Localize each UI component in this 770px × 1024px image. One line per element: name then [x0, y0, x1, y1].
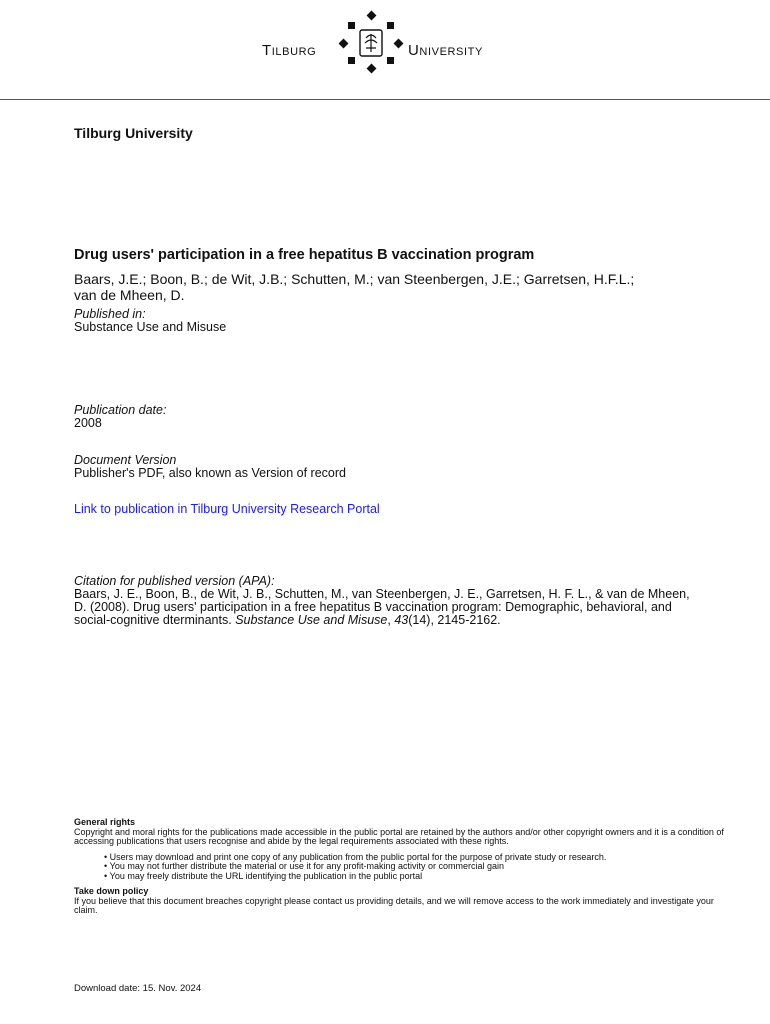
list-item: • You may freely distribute the URL identifying the publication in the public portal — [104, 872, 724, 882]
citation-line — [74, 614, 724, 627]
published-in-value: Substance Use and Misuse — [74, 320, 227, 334]
publication-date — [74, 404, 724, 430]
publication-date-label: Publication date: — [74, 403, 167, 417]
header-divider — [0, 99, 770, 100]
published-in — [74, 308, 724, 334]
take-down-text: If you believe that this document breaches copyright please contact us providing details, and we will remove access to the work immediately and investigate your claim. — [74, 895, 714, 915]
document-version-label: Document Version — [74, 453, 177, 467]
document-header — [0, 0, 770, 100]
citation-volume: 43 — [394, 613, 409, 627]
list-item: • You may not further distribute the material or use it for any profit-making activity or commercial gain — [104, 862, 724, 872]
logo-text-university: University — [408, 42, 483, 59]
logo-text-tilburg: Tilburg — [262, 42, 317, 59]
general-rights-heading: General rights — [74, 817, 136, 827]
rights-section — [74, 818, 724, 916]
citation-text: social-cognitive dterminants. — [74, 613, 236, 627]
research-portal-link[interactable]: Link to publication in Tilburg University Research Portal — [74, 502, 380, 516]
publication-title: Drug users' participation in a free hepatitus B vaccination program — [74, 247, 535, 263]
citation-line: Baars, J. E., Boon, B., de Wit, J. B., Schutten, M., van Steenbergen, J. E., Garretsen, H. F. L., & van de Mheen, — [74, 587, 690, 601]
authors-line: van de Mheen, D. — [74, 287, 185, 303]
published-in-label: Published in: — [74, 307, 146, 321]
publication-date-value: 2008 — [74, 416, 102, 430]
list-item: • Users may download and print one copy of any publication from the public portal for the purpose of private study or research. — [104, 853, 724, 863]
university-logo — [262, 10, 512, 74]
citation-line: D. (2008). Drug users' participation in a free hepatitus B vaccination program: Demographic, behavioral, and — [74, 600, 672, 614]
citation-pages: (14), 2145-2162. — [408, 613, 501, 627]
citation — [74, 575, 724, 627]
citation-label: Citation for published version (APA): — [74, 574, 275, 588]
take-down-heading: Take down policy — [74, 886, 149, 896]
tilburg-seal-icon — [338, 10, 404, 74]
citation-separator: , — [387, 613, 395, 627]
citation-journal: Substance Use and Misuse — [235, 613, 388, 627]
general-rights-text: Copyright and moral rights for the publications made accessible in the public portal are retained by the authors and/or other copyright owners and it is a condition of accessing publications that users recognise and abide by the legal requirements associated with these rights. — [74, 826, 724, 846]
authors — [74, 271, 714, 303]
document-version-value: Publisher's PDF, also known as Version of record — [74, 466, 346, 480]
authors-line: Baars, J.E.; Boon, B.; de Wit, J.B.; Schutten, M.; van Steenbergen, J.E.; Garretsen, H.F.L.; — [74, 271, 635, 287]
document-version — [74, 454, 724, 480]
institution-name: Tilburg University — [74, 125, 193, 141]
rights-list — [104, 853, 724, 882]
download-date: Download date: 15. Nov. 2024 — [74, 983, 202, 994]
